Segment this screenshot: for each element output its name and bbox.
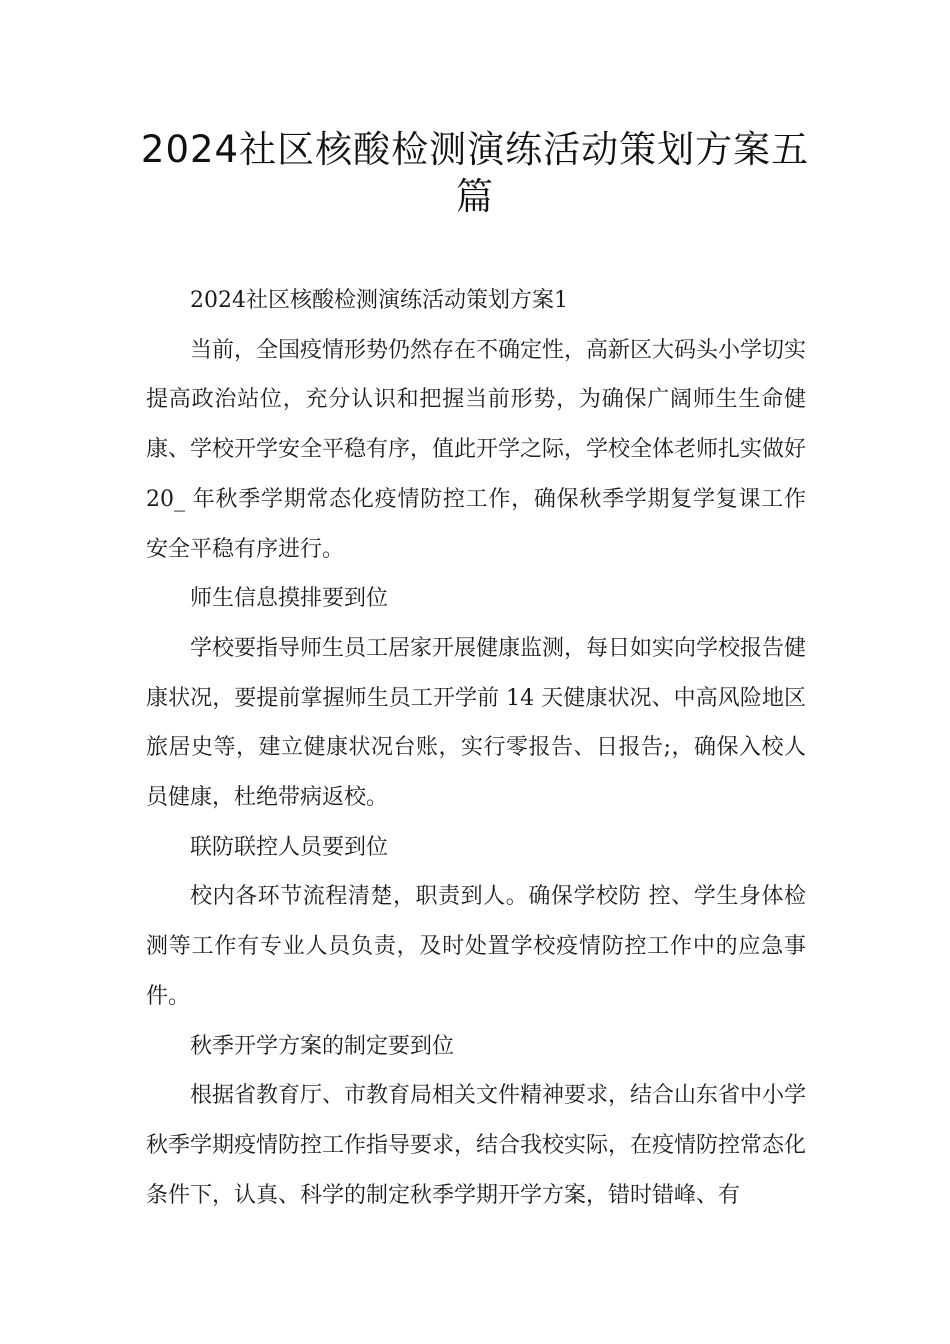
- paragraph-info-check: 学校要指导师生员工居家开展健康监测，每日如实向学校报告健康状况，要提前掌握师生员工开学前 14 天健康状况、中高风险地区旅居史等，建立健康状况台账，实行零报告、日报告;，确保入校人员健康，杜绝带病返校。: [146, 635, 807, 811]
- document-body: [146, 276, 806, 1220]
- paragraph-joint-control: 校内各环节流程清楚，职责到人。确保学校防 控、学生身体检测等工作有专业人员负责，及时处置学校疫情防控工作中的应急事件。: [146, 884, 806, 1009]
- section-heading-autumn-plan: 秋季开学方案的制定要到位: [190, 1033, 455, 1059]
- section-heading-info-check: 师生信息摸排要到位: [190, 586, 389, 612]
- section-heading-joint-control: 联防联控人员要到位: [190, 834, 389, 860]
- paragraph-intro: 当前，全国疫情形势仍然存在不确定性，高新区大码头小学切实提高政治站位，充分认识和把握当前形势，为确保广阔师生生命健康、学校开学安全平稳有序，值此开学之际，学校全体老师扎实做好 20_ 年秋季学期常态化疫情防控工作，确保秋季学期复学复课工作安全平稳有序进行。: [146, 337, 807, 562]
- paragraph-autumn-plan: 根据省教育厅、市教育局相关文件精神要求，结合山东省中小学秋季学期疫情防控工作指导要求，结合我校实际，在疫情防控常态化条件下，认真、科学的制定秋季学期开学方案，错时错峰、有: [146, 1083, 807, 1208]
- document-title: 2024社区核酸检测演练活动策划方案五篇: [140, 128, 810, 218]
- section-heading-plan-1: 2024社区核酸检测演练活动策划方案1: [190, 288, 568, 313]
